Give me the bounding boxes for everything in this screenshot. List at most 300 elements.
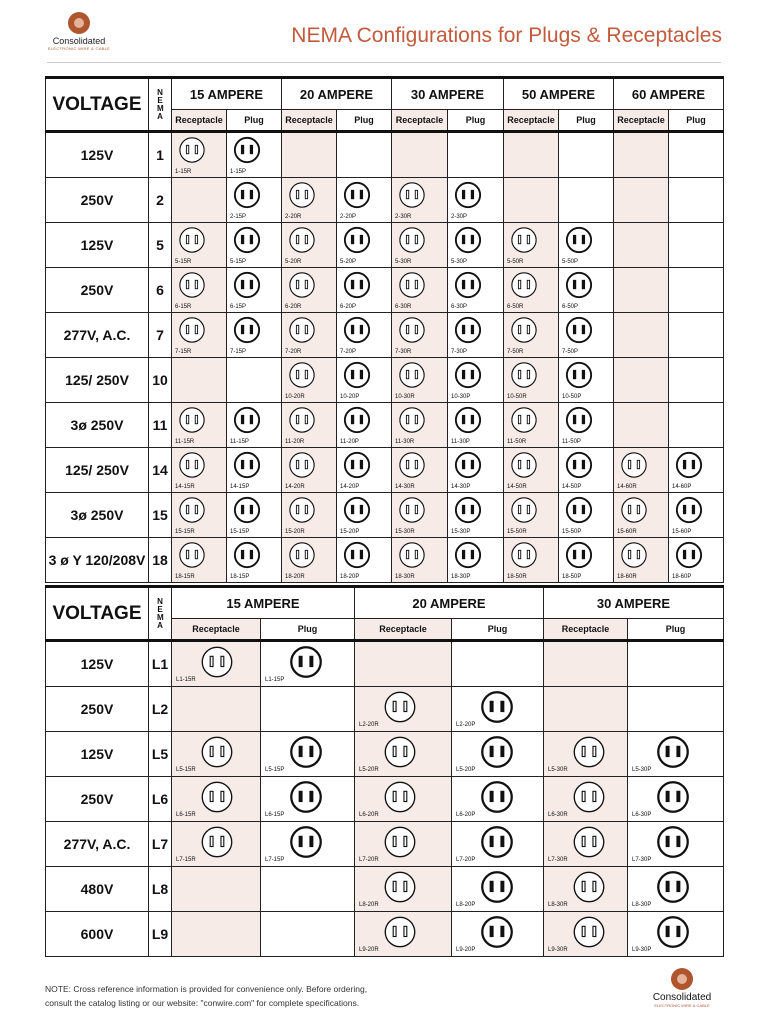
voltage-cell: 250V: [46, 687, 149, 732]
voltage-cell: 3ø 250V: [46, 403, 149, 448]
config-label: 15-50P: [562, 529, 582, 535]
plug-cell: [452, 777, 544, 822]
config-label: L7-15P: [265, 857, 285, 863]
receptacle-cell: [614, 403, 669, 448]
config-label: 15-20P: [340, 529, 360, 535]
sub-header-receptacle: Receptacle: [544, 619, 628, 641]
config-label: L5-20P: [456, 767, 476, 773]
receptacle-cell: [504, 493, 559, 538]
table-row: [46, 538, 724, 583]
receptacle-face-icon: [572, 915, 606, 949]
config-label: 18-20P: [340, 574, 360, 580]
receptacle-face-icon: [200, 825, 234, 859]
config-label: 10-30R: [395, 394, 415, 400]
plug-cell: [628, 777, 724, 822]
receptacle-cell: [504, 313, 559, 358]
nema-number-cell: 10: [149, 358, 172, 403]
receptacle-cell: [282, 403, 337, 448]
receptacle-cell: [504, 538, 559, 583]
plug-face-icon: [454, 541, 482, 569]
sub-header-receptacle: Receptacle: [504, 110, 559, 132]
plug-cell: [559, 358, 614, 403]
config-label: L5-15R: [176, 767, 196, 773]
plug-face-icon: [675, 541, 703, 569]
receptacle-face-icon: [178, 496, 206, 524]
standard-config-table: [45, 76, 724, 583]
config-label: 11-15P: [230, 439, 249, 445]
receptacle-cell: [544, 822, 628, 867]
config-label: 11-30P: [451, 439, 470, 445]
plug-cell: [559, 223, 614, 268]
config-label: 7-20P: [340, 349, 357, 355]
receptacle-face-icon: [510, 226, 538, 254]
config-label: 5-20P: [340, 259, 357, 265]
voltage-header: VOLTAGE: [46, 587, 149, 641]
receptacle-cell: [172, 912, 261, 957]
config-label: 18-20R: [285, 574, 305, 580]
plug-cell: [448, 538, 504, 583]
plug-cell: [669, 313, 724, 358]
receptacle-cell: [172, 268, 227, 313]
plug-cell: [261, 822, 355, 867]
plug-face-icon: [480, 915, 514, 949]
plug-cell: [452, 687, 544, 732]
nema-number-cell: L1: [149, 641, 172, 687]
amp-15-header: 15 AMPERE: [172, 78, 282, 110]
config-label: 6-30P: [451, 304, 468, 310]
receptacle-face-icon: [288, 496, 316, 524]
plug-face-icon: [480, 870, 514, 904]
brand-name: Consolidated: [52, 36, 106, 46]
receptacle-cell: [504, 132, 559, 178]
config-label: 15-15R: [175, 529, 195, 535]
receptacle-face-icon: [398, 496, 426, 524]
receptacle-cell: [392, 313, 448, 358]
receptacle-cell: [172, 867, 261, 912]
nema-number-cell: 14: [149, 448, 172, 493]
receptacle-cell: [614, 268, 669, 313]
plug-face-icon: [675, 496, 703, 524]
plug-cell: [337, 313, 392, 358]
receptacle-cell: [392, 538, 448, 583]
receptacle-face-icon: [288, 406, 316, 434]
receptacle-cell: [172, 223, 227, 268]
receptacle-face-icon: [620, 496, 648, 524]
receptacle-face-icon: [178, 541, 206, 569]
plug-face-icon: [343, 496, 371, 524]
receptacle-cell: [172, 358, 227, 403]
receptacle-cell: [504, 448, 559, 493]
config-label: 5-30R: [395, 259, 412, 265]
receptacle-face-icon: [398, 406, 426, 434]
logo-icon: [68, 12, 90, 34]
config-label: L8-20R: [359, 902, 379, 908]
sub-header-plug: Plug: [452, 619, 544, 641]
plug-cell: [669, 493, 724, 538]
receptacle-cell: [392, 223, 448, 268]
table-row: [46, 777, 724, 822]
plug-cell: [337, 223, 392, 268]
footnote-line-2: consult the catalog listing or our website: "conwire.com" for complete specifications.: [45, 998, 360, 1008]
receptacle-face-icon: [383, 825, 417, 859]
config-label: 7-30P: [451, 349, 468, 355]
plug-cell: [448, 448, 504, 493]
receptacle-cell: [172, 641, 261, 687]
plug-cell: [559, 178, 614, 223]
receptacle-cell: [282, 358, 337, 403]
config-label: 10-20R: [285, 394, 305, 400]
receptacle-face-icon: [200, 645, 234, 679]
plug-face-icon: [656, 870, 690, 904]
receptacle-cell: [282, 313, 337, 358]
voltage-cell: 480V: [46, 867, 149, 912]
nema-number-cell: L8: [149, 867, 172, 912]
plug-cell: [261, 687, 355, 732]
config-label: 7-15R: [175, 349, 192, 355]
footnote: [45, 982, 465, 1010]
amp-30-header: 30 AMPERE: [392, 78, 504, 110]
amp-20-header: 20 AMPERE: [355, 587, 544, 619]
plug-cell: [452, 732, 544, 777]
config-label: 14-15R: [175, 484, 195, 490]
plug-face-icon: [233, 451, 261, 479]
receptacle-face-icon: [510, 316, 538, 344]
plug-face-icon: [233, 226, 261, 254]
receptacle-cell: [544, 641, 628, 687]
receptacle-face-icon: [572, 780, 606, 814]
table-row: [46, 358, 724, 403]
plug-cell: [669, 403, 724, 448]
plug-face-icon: [233, 181, 261, 209]
nema-number-cell: 5: [149, 223, 172, 268]
config-label: 14-30P: [451, 484, 471, 490]
config-label: 10-20P: [340, 394, 360, 400]
plug-cell: [559, 493, 614, 538]
receptacle-cell: [614, 178, 669, 223]
plug-cell: [227, 493, 282, 538]
plug-face-icon: [233, 136, 261, 164]
receptacle-cell: [614, 223, 669, 268]
receptacle-face-icon: [398, 181, 426, 209]
receptacle-cell: [355, 912, 452, 957]
sub-header-receptacle: Receptacle: [392, 110, 448, 132]
receptacle-face-icon: [510, 451, 538, 479]
footer-brand-name: Consolidated: [652, 992, 712, 1003]
plug-cell: [227, 358, 282, 403]
plug-face-icon: [565, 361, 593, 389]
config-label: L2-20P: [456, 722, 476, 728]
sub-header-plug: Plug: [669, 110, 724, 132]
voltage-cell: 277V, A.C.: [46, 313, 149, 358]
receptacle-cell: [172, 687, 261, 732]
receptacle-face-icon: [383, 870, 417, 904]
plug-cell: [227, 448, 282, 493]
receptacle-face-icon: [398, 451, 426, 479]
plug-face-icon: [565, 316, 593, 344]
page-title: NEMA Configurations for Plugs & Receptacles: [291, 24, 722, 47]
brand-logo: [44, 12, 114, 51]
plug-cell: [448, 268, 504, 313]
config-label: 15-30R: [395, 529, 415, 535]
voltage-cell: 125V: [46, 732, 149, 777]
plug-cell: [628, 732, 724, 777]
receptacle-face-icon: [572, 735, 606, 769]
plug-face-icon: [233, 406, 261, 434]
plug-face-icon: [343, 541, 371, 569]
config-label: L6-15R: [176, 812, 196, 818]
receptacle-cell: [504, 403, 559, 448]
table-row: [46, 687, 724, 732]
receptacle-face-icon: [288, 541, 316, 569]
config-label: L7-20P: [456, 857, 476, 863]
plug-face-icon: [343, 271, 371, 299]
receptacle-face-icon: [288, 271, 316, 299]
plug-face-icon: [289, 780, 323, 814]
plug-cell: [227, 313, 282, 358]
footer-logo: [642, 968, 722, 1008]
voltage-cell: 125/ 250V: [46, 448, 149, 493]
config-label: 15-60P: [672, 529, 692, 535]
plug-face-icon: [565, 226, 593, 254]
plug-cell: [669, 448, 724, 493]
sub-header-plug: Plug: [261, 619, 355, 641]
receptacle-cell: [282, 178, 337, 223]
config-label: L5-20R: [359, 767, 379, 773]
plug-face-icon: [233, 541, 261, 569]
config-label: 18-30R: [395, 574, 415, 580]
plug-cell: [261, 912, 355, 957]
config-label: L8-30R: [548, 902, 568, 908]
receptacle-cell: [504, 358, 559, 403]
receptacle-face-icon: [620, 451, 648, 479]
sub-header-receptacle: Receptacle: [614, 110, 669, 132]
receptacle-face-icon: [510, 541, 538, 569]
locking-config-table: [45, 585, 724, 957]
plug-cell: [337, 538, 392, 583]
table-row: [46, 313, 724, 358]
config-label: L6-30P: [632, 812, 652, 818]
config-label: L5-15P: [265, 767, 285, 773]
sub-header-plug: Plug: [337, 110, 392, 132]
plug-cell: [337, 178, 392, 223]
plug-face-icon: [289, 645, 323, 679]
receptacle-face-icon: [178, 451, 206, 479]
plug-face-icon: [454, 181, 482, 209]
amp-30-header: 30 AMPERE: [544, 587, 724, 619]
plug-face-icon: [454, 361, 482, 389]
plug-cell: [261, 732, 355, 777]
config-label: L5-30R: [548, 767, 568, 773]
nema-header-text: N E M A: [157, 87, 164, 121]
config-label: 15-60R: [617, 529, 637, 535]
config-label: 1-15P: [230, 169, 247, 175]
plug-cell: [227, 178, 282, 223]
config-label: 10-50P: [562, 394, 582, 400]
receptacle-face-icon: [178, 316, 206, 344]
plug-cell: [261, 777, 355, 822]
voltage-cell: 125V: [46, 132, 149, 178]
plug-cell: [337, 132, 392, 178]
plug-cell: [448, 223, 504, 268]
plug-cell: [628, 822, 724, 867]
config-label: 14-60R: [617, 484, 637, 490]
config-label: 15-15P: [230, 529, 250, 535]
receptacle-cell: [172, 538, 227, 583]
table-row: [46, 641, 724, 687]
receptacle-face-icon: [398, 361, 426, 389]
nema-number-cell: 1: [149, 132, 172, 178]
config-label: 18-50P: [562, 574, 582, 580]
plug-face-icon: [454, 451, 482, 479]
receptacle-face-icon: [383, 735, 417, 769]
config-label: 11-20R: [285, 439, 305, 445]
receptacle-cell: [172, 178, 227, 223]
nema-number-cell: 11: [149, 403, 172, 448]
receptacle-cell: [172, 132, 227, 178]
plug-face-icon: [454, 226, 482, 254]
config-label: 2-30R: [395, 214, 412, 220]
plug-cell: [559, 403, 614, 448]
plug-cell: [669, 178, 724, 223]
config-label: 18-60P: [672, 574, 692, 580]
voltage-cell: 3ø 250V: [46, 493, 149, 538]
amp-20-header: 20 AMPERE: [282, 78, 392, 110]
nema-number-cell: L5: [149, 732, 172, 777]
config-label: 6-15R: [175, 304, 192, 310]
config-label: L9-30P: [632, 947, 652, 953]
plug-cell: [337, 268, 392, 313]
table-row: [46, 822, 724, 867]
receptacle-cell: [172, 313, 227, 358]
plug-face-icon: [565, 406, 593, 434]
config-label: 5-30P: [451, 259, 468, 265]
plug-face-icon: [565, 271, 593, 299]
plug-face-icon: [343, 451, 371, 479]
plug-face-icon: [480, 735, 514, 769]
nema-number-cell: L9: [149, 912, 172, 957]
footer-brand-sub: ELECTRONIC WIRE & CABLE: [654, 1003, 710, 1008]
plug-cell: [448, 132, 504, 178]
voltage-cell: 125V: [46, 223, 149, 268]
plug-cell: [628, 867, 724, 912]
plug-face-icon: [454, 271, 482, 299]
plug-cell: [452, 641, 544, 687]
voltage-cell: 250V: [46, 178, 149, 223]
plug-cell: [559, 313, 614, 358]
plug-face-icon: [675, 451, 703, 479]
config-label: L1-15P: [265, 677, 285, 683]
nema-number-cell: 7: [149, 313, 172, 358]
plug-cell: [669, 358, 724, 403]
table-row: [46, 132, 724, 178]
plug-cell: [628, 912, 724, 957]
receptacle-face-icon: [383, 780, 417, 814]
plug-face-icon: [565, 451, 593, 479]
plug-cell: [669, 223, 724, 268]
config-label: 15-50R: [507, 529, 527, 535]
config-label: 5-15P: [230, 259, 247, 265]
config-label: L7-20R: [359, 857, 379, 863]
receptacle-cell: [544, 912, 628, 957]
config-label: 5-50P: [562, 259, 579, 265]
plug-cell: [628, 641, 724, 687]
receptacle-cell: [282, 538, 337, 583]
amp-15-header: 15 AMPERE: [172, 587, 355, 619]
config-label: 10-50R: [507, 394, 527, 400]
receptacle-face-icon: [510, 271, 538, 299]
receptacle-cell: [282, 223, 337, 268]
receptacle-cell: [504, 268, 559, 313]
receptacle-cell: [614, 493, 669, 538]
receptacle-cell: [282, 448, 337, 493]
receptacle-cell: [172, 448, 227, 493]
receptacle-face-icon: [510, 406, 538, 434]
plug-face-icon: [480, 690, 514, 724]
sub-header-receptacle: Receptacle: [282, 110, 337, 132]
receptacle-cell: [172, 493, 227, 538]
config-label: L5-30P: [632, 767, 652, 773]
receptacle-face-icon: [178, 226, 206, 254]
receptacle-face-icon: [398, 541, 426, 569]
config-label: L6-20R: [359, 812, 379, 818]
nema-number-cell: 2: [149, 178, 172, 223]
receptacle-cell: [544, 732, 628, 777]
plug-cell: [448, 493, 504, 538]
plug-face-icon: [480, 825, 514, 859]
plug-cell: [227, 403, 282, 448]
config-label: 18-50R: [507, 574, 527, 580]
plug-face-icon: [289, 735, 323, 769]
table-row: [46, 268, 724, 313]
config-label: 6-50P: [562, 304, 579, 310]
plug-face-icon: [454, 496, 482, 524]
plug-face-icon: [656, 825, 690, 859]
receptacle-face-icon: [383, 915, 417, 949]
receptacle-cell: [614, 132, 669, 178]
plug-face-icon: [480, 780, 514, 814]
receptacle-face-icon: [510, 361, 538, 389]
plug-face-icon: [233, 316, 261, 344]
plug-cell: [227, 268, 282, 313]
config-label: 14-50R: [507, 484, 527, 490]
nema-number-cell: L2: [149, 687, 172, 732]
voltage-cell: 250V: [46, 777, 149, 822]
receptacle-cell: [172, 822, 261, 867]
table-row: [46, 867, 724, 912]
config-label: L2-20R: [359, 722, 379, 728]
config-label: 6-20P: [340, 304, 357, 310]
page-header: [0, 0, 768, 72]
voltage-cell: 250V: [46, 268, 149, 313]
receptacle-face-icon: [178, 271, 206, 299]
brand-sub: ELECTRONIC WIRE & CABLE: [47, 46, 111, 51]
config-label: L1-15R: [176, 677, 196, 683]
receptacle-face-icon: [572, 825, 606, 859]
receptacle-cell: [355, 687, 452, 732]
nema-header: [149, 587, 172, 641]
config-label: 18-60R: [617, 574, 637, 580]
voltage-cell: 3 ø Y 120/208V: [46, 538, 149, 583]
receptacle-face-icon: [288, 226, 316, 254]
receptacle-face-icon: [178, 406, 206, 434]
plug-cell: [448, 358, 504, 403]
plug-face-icon: [454, 316, 482, 344]
plug-cell: [628, 687, 724, 732]
plug-cell: [261, 641, 355, 687]
receptacle-cell: [392, 178, 448, 223]
config-label: 14-15P: [230, 484, 250, 490]
receptacle-cell: [614, 448, 669, 493]
